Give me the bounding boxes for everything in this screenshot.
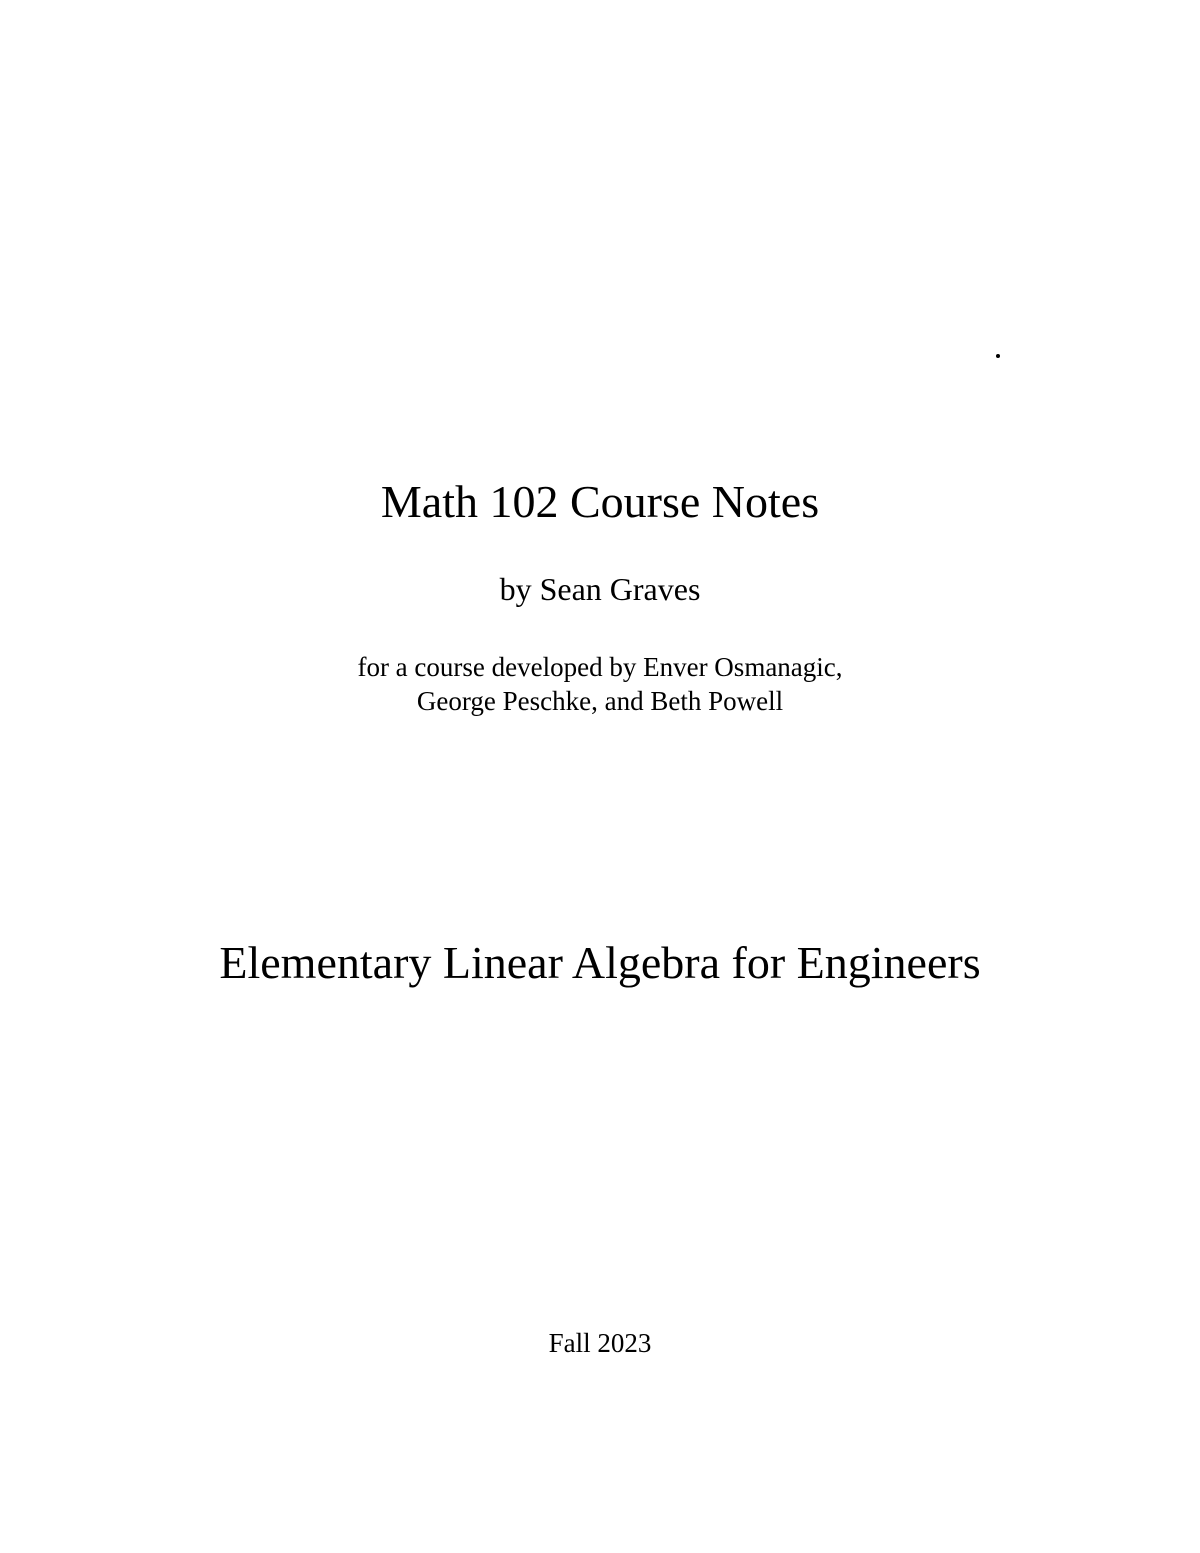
course-credit [0,650,1200,718]
document-title: Math 102 Course Notes [380,476,820,527]
course-term: Fall 2023 [548,1328,652,1358]
course-subject: Elementary Linear Algebra for Engineers [219,937,981,988]
stray-dot-mark [996,354,1000,358]
author-line: by Sean Graves [499,571,701,607]
credit-line-1: for a course developed by Enver Osmanagic, [357,652,843,682]
credit-line-2: George Peschke, and Beth Powell [416,686,784,716]
